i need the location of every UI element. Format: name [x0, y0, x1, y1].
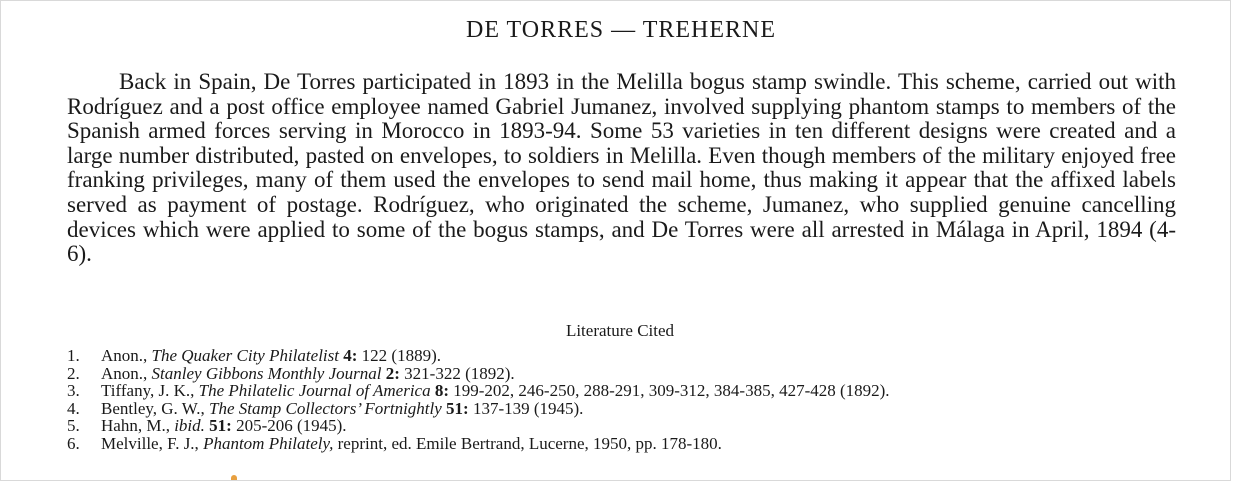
reference-title: ibid. [174, 416, 205, 436]
reference-author: Anon., [101, 346, 152, 365]
reference-number: 5. [67, 416, 80, 436]
reference-author: Tiffany, J. K., [101, 381, 199, 401]
reference-author: Bentley, G. W., [101, 398, 209, 418]
reference-details: 205-206 (1945). [231, 416, 347, 436]
reference-title: The Quaker City Philatelist [151, 346, 339, 365]
reference-list [67, 347, 1187, 453]
literature-cited-heading: Literature Cited [565, 321, 675, 340]
reference-item [67, 382, 1187, 400]
reference-author: Anon., [101, 363, 152, 383]
reference-number: 4. [67, 398, 80, 418]
reference-number: 1. [67, 346, 80, 365]
reference-title: The Philatelic Journal of America [198, 381, 431, 401]
reference-volume: 51: [441, 398, 469, 418]
reference-author: Melville, F. J., [101, 433, 204, 453]
reference-volume: 2: [381, 363, 400, 383]
reference-details: 137-139 (1945). [468, 398, 584, 418]
reference-details: reprint, ed. Emile Bertrand, Lucerne, 1950, pp. 178-180. [333, 433, 722, 453]
reference-volume: 8: [430, 381, 450, 401]
reference-title: Stanley Gibbons Monthly Journal [151, 363, 382, 383]
reference-author: Hahn, M., [101, 416, 175, 436]
page-header-title: DE TORRES — TREHERNE [465, 17, 777, 43]
reference-item [67, 347, 1187, 365]
reference-title: Phantom Philately, [203, 433, 334, 453]
reference-details: 122 (1889). [357, 346, 441, 365]
reference-title: The Stamp Collectors’ Fortnightly [208, 398, 442, 418]
reference-item [67, 365, 1187, 383]
reference-item [67, 400, 1187, 418]
reference-volume: 51: [204, 416, 232, 436]
reference-item [67, 417, 1187, 435]
reference-number: 3. [67, 381, 80, 401]
reference-details: 199-202, 246-250, 288-291, 309-312, 384-385, 427-428 (1892). [449, 381, 890, 401]
body-paragraph: Back in Spain, De Torres participated in 1893 in the Melilla bogus stamp swindle. This scheme, carried out with Rodríguez and a post office employee named Gabriel Jumanez, involved supplying phantom stamps to members of the Spanish armed forces serving in Morocco in 1893-94. Some 53 varieties in ten different designs were created and a large number distributed, pasted on envelopes, to soldiers in Melilla. Even though members of the military enjoyed free franking privileges, many of them used the envelopes to send mail home, thus making it appear that the affixed labels served as payment of postage. Rodríguez, who originated the scheme, Jumanez, who supplied genuine cancelling devices which were applied to some of the bogus stamps, and De Torres were all arrested in Málaga in April, 1894 (4-6). [67, 69, 1176, 267]
reference-number: 2. [67, 363, 80, 383]
page-edge-mark [231, 475, 237, 481]
reference-item [67, 435, 1187, 453]
reference-volume: 4: [338, 346, 358, 365]
reference-number: 6. [67, 433, 80, 453]
reference-details: 321-322 (1892). [399, 363, 515, 383]
